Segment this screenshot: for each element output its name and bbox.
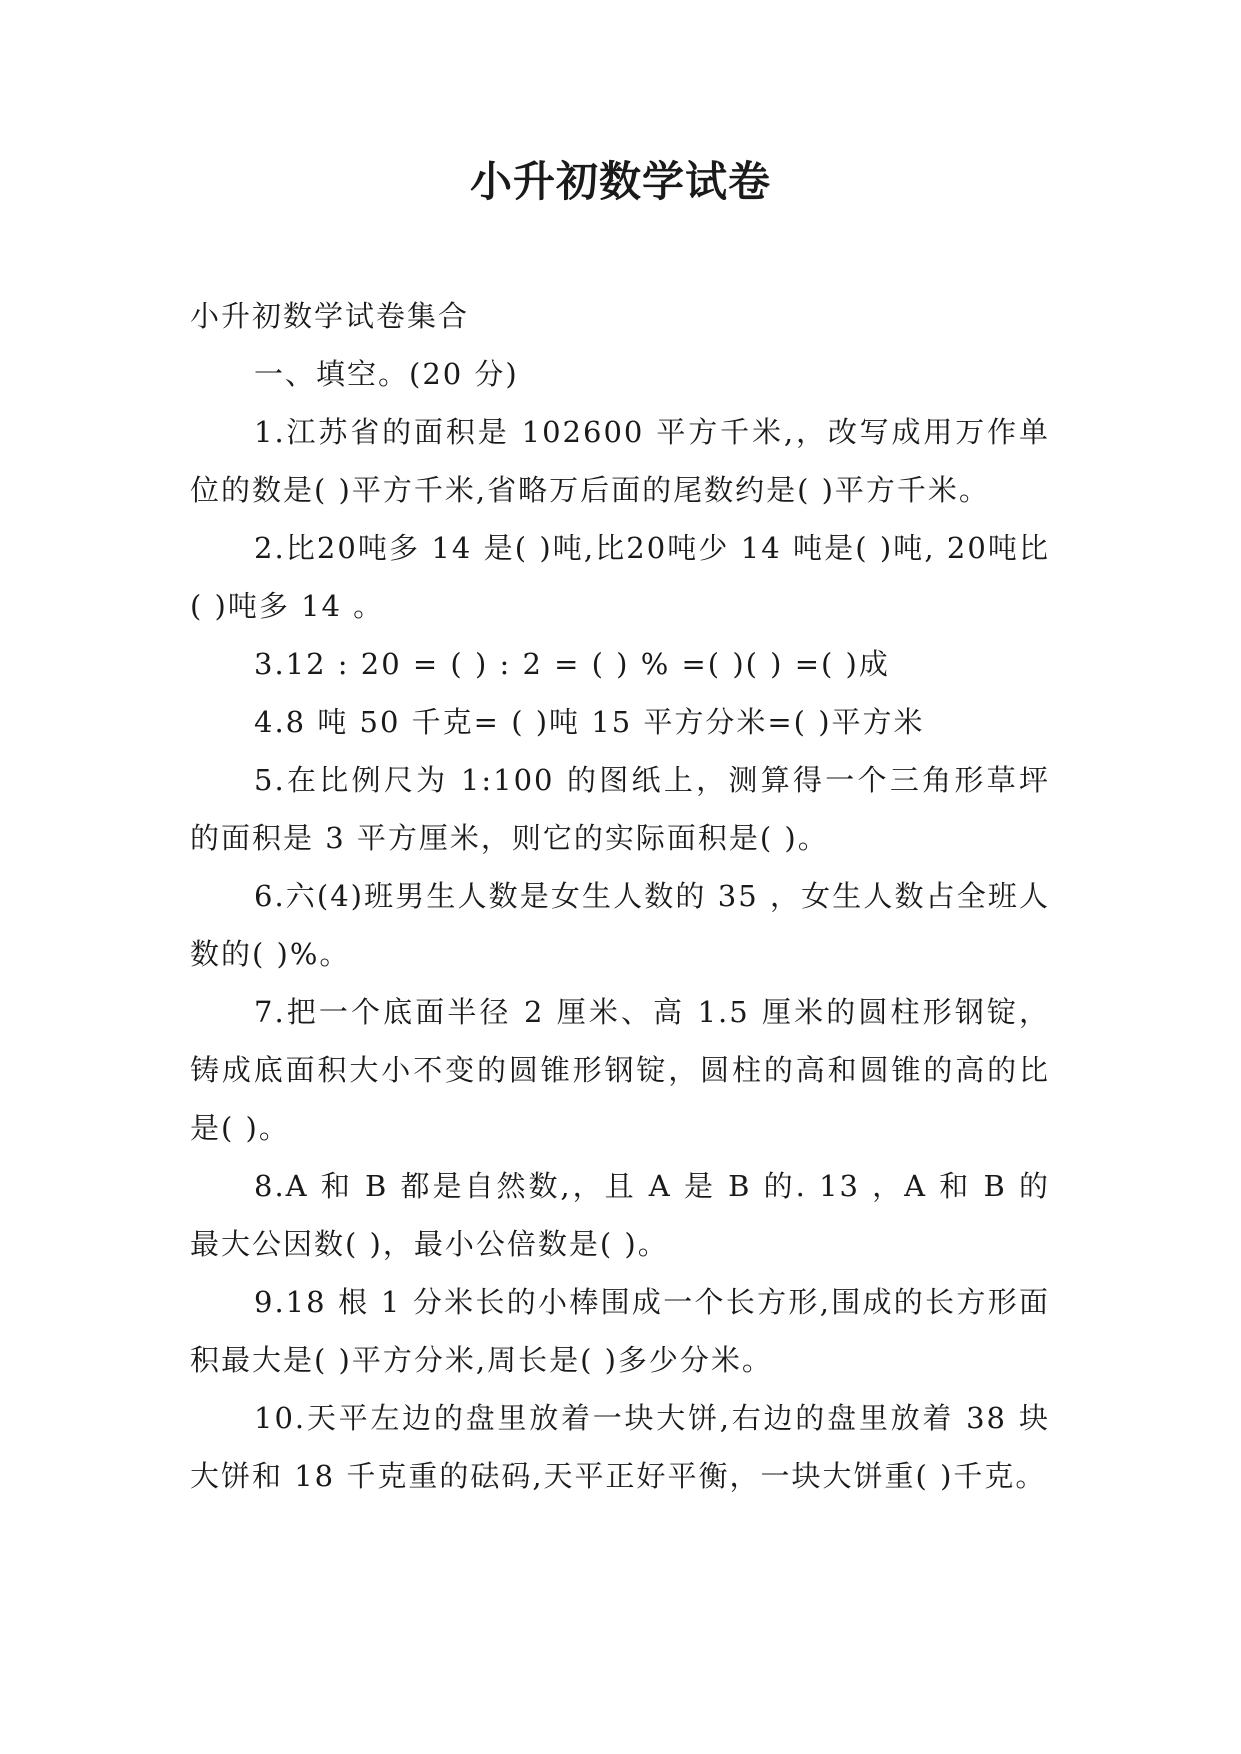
section-heading: 一、填空。(20 分): [254, 357, 519, 391]
question-9: 9.18 根 1 分米长的小棒围成一个长方形,围成的长方形面积最大是( )平方分米,周长是( )多少分米。: [190, 1285, 1050, 1377]
document-subtitle: 小升初数学试卷集合: [190, 299, 470, 333]
question-2: 2.比20吨多 14 是( )吨,比20吨少 14 吨是( )吨, 20吨比( )吨多 14 。: [190, 531, 1050, 623]
question-7: 7.把一个底面半径 2 厘米、高 1.5 厘米的圆柱形钢锭，铸成底面积大小不变的圆锥形钢锭，圆柱的高和圆锥的高的比是( )。: [190, 995, 1050, 1145]
question-5: 5.在比例尺为 1:100 的图纸上，测算得一个三角形草坪的面积是 3 平方厘米，则它的实际面积是( )。: [190, 763, 1050, 855]
question-8: 8.A 和 B 都是自然数,，且 A 是 B 的. 13 ，A 和 B 的最大公因数( )，最小公倍数是( )。: [190, 1169, 1050, 1261]
question-1: 1.江苏省的面积是 102600 平方千米,，改写成用万作单位的数是( )平方千米,省略万后面的尾数约是( )平方千米。: [190, 415, 1050, 507]
document-title: 小升初数学试卷: [469, 157, 771, 206]
question-3: 3.12 : 20 = ( ) : 2 = ( ) % =( )( ) =( )成: [254, 647, 890, 681]
question-4: 4.8 吨 50 千克= ( )吨 15 平方分米=( )平方米: [254, 705, 925, 739]
document-body: [190, 287, 1050, 1505]
question-10: 10.天平左边的盘里放着一块大饼,右边的盘里放着 38 块大饼和 18 千克重的砝码,天平正好平衡，一块大饼重( )千克。: [190, 1401, 1050, 1493]
question-6: 6.六(4)班男生人数是女生人数的 35 ，女生人数占全班人数的( )%。: [190, 879, 1050, 971]
